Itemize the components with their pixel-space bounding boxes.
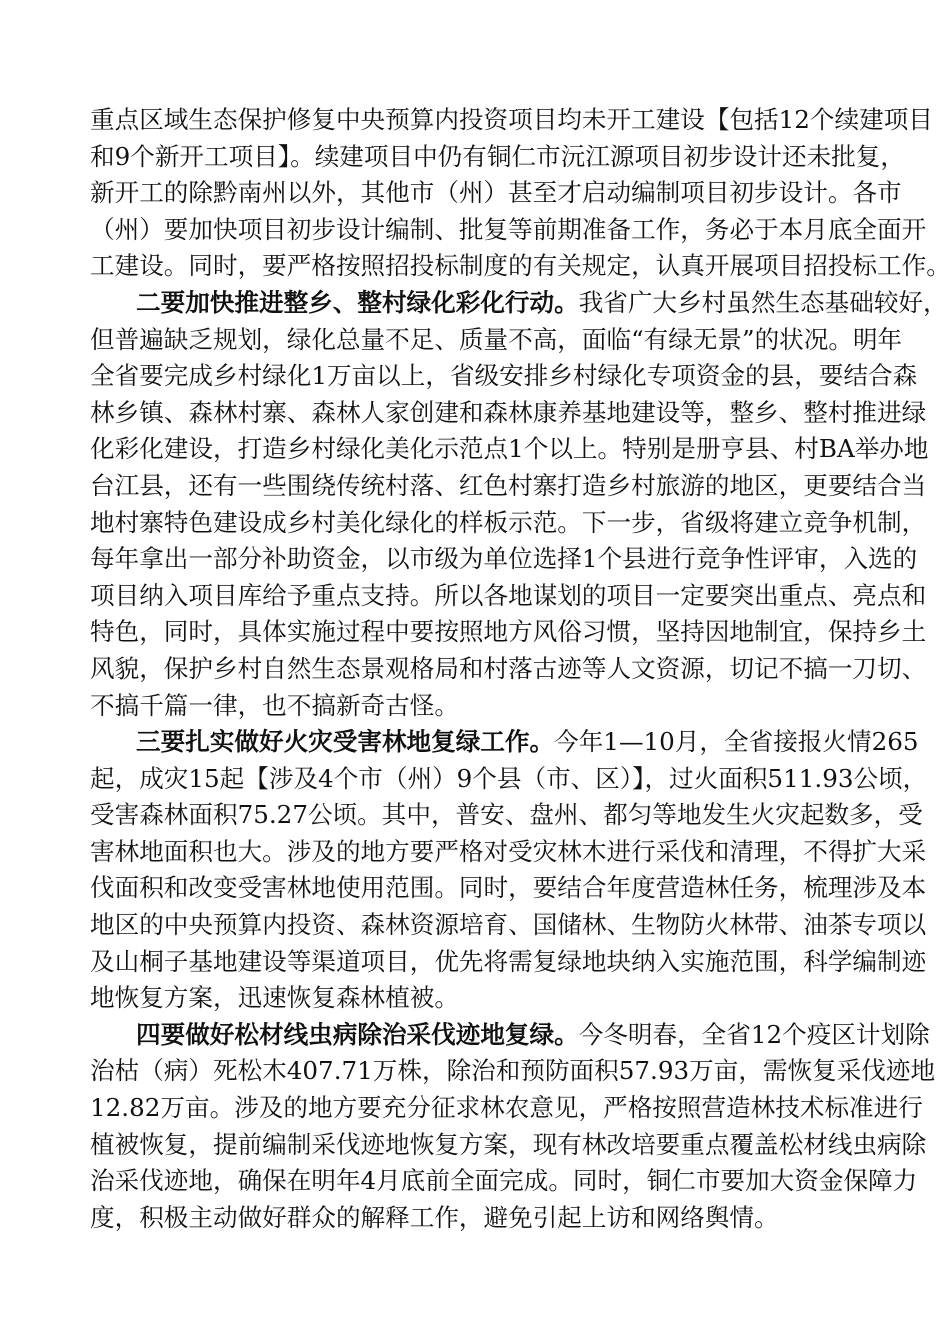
paragraph-3 [90, 724, 928, 1017]
text-line: 和9个新开工项目】。续建项目中仍有铜仁市沅江源项目初步设计还未批复， [90, 141, 905, 171]
text-line: 林乡镇、森林村寨、森林人家创建和森林康养基地建设等，整乡、整村推进绿 [90, 397, 927, 427]
text-line: 台江县，还有一些围绕传统村落、红色村寨打造乡村旅游的地区，更要结合当 [90, 470, 927, 500]
paragraph-4 [90, 1017, 936, 1237]
text-line [90, 285, 948, 322]
text-line: 12.82万亩。涉及的地方要充分征求林农意见，严格按照营造林技术标准进行 [90, 1093, 923, 1123]
text-line: 植被恢复，提前编制采伐迹地恢复方案，现有林改培要重点覆盖松材线虫病除 [90, 1129, 927, 1159]
section-heading: 三要扎实做好火灾受害林地复绿工作。 [136, 727, 555, 757]
paragraph-1 [90, 102, 951, 285]
text-line: 治枯（病）死松木407.71万株，除治和预防面积57.93万亩，需恢复采伐迹地 [90, 1056, 936, 1086]
text-line: （州）要加快项目初步设计编制、批复等前期准备工作，务必于本月底全面开 [90, 214, 927, 244]
text-line [90, 1017, 930, 1054]
text-line: 不搞千篇一律，也不搞新奇古怪。 [90, 690, 459, 720]
text-line: 治采伐迹地，确保在明年4月底前全面完成。同时，铜仁市要加大资金保障力 [90, 1166, 918, 1196]
text-line: 化彩化建设，打造乡村绿化美化示范点1个以上。特别是册亨县、村BA举办地 [90, 434, 929, 464]
text-line [90, 724, 919, 761]
text-line: 地村寨特色建设成乡村美化绿化的样板示范。下一步，省级将建立竞争机制， [90, 507, 927, 537]
section-heading: 四要做好松材线虫病除治采伐迹地复绿。 [136, 1019, 579, 1049]
document-page [90, 102, 951, 1236]
text-line: 及山桐子基地建设等渠道项目，优先将需复绿地块纳入实施范围，科学编制迹 [90, 946, 927, 976]
text-line: 地区的中央预算内投资、森林资源培育、国储林、生物防火林带、油茶专项以 [90, 910, 927, 940]
text-line: 但普遍缺乏规划，绿化总量不足、质量不高，面临“有绿无景”的状况。明年 [90, 324, 903, 354]
text-run: 今冬明春，全省12个疫区计划除 [578, 1019, 930, 1049]
text-line: 风貌，保护乡村自然生态景观格局和村落古迹等人文资源，切记不搞一刀切、 [90, 653, 927, 683]
text-line: 地恢复方案，迅速恢复森林植被。 [90, 983, 459, 1013]
text-line: 受害森林面积75.27公顷。其中，普安、盘州、都匀等地发生火灾起数多，受 [90, 800, 923, 830]
paragraph-2 [90, 285, 948, 724]
section-heading: 二要加快推进整乡、整村绿化彩化行动。 [136, 287, 579, 317]
text-line: 新开工的除黔南州以外，其他市（州）甚至才启动编制项目初步设计。各市 [90, 178, 902, 208]
text-line: 特色，同时，具体实施过程中要按照地方风俗习惯，坚持因地制宜，保持乡土 [90, 617, 927, 647]
text-run: 我省广大乡村虽然生态基础较好， [578, 287, 948, 317]
text-line: 工建设。同时，要严格按照招投标制度的有关规定，认真开展项目招投标工作。 [90, 251, 951, 281]
text-line: 度，积极主动做好群众的解释工作，避免引起上访和网络舆情。 [90, 1202, 779, 1232]
text-line: 重点区域生态保护修复中央预算内投资项目均未开工建设【包括12个续建项目 [90, 105, 933, 134]
text-line: 每年拿出一部分补助资金，以市级为单位选择1个县进行竞争性评审，入选的 [90, 544, 918, 574]
text-line: 害林地面积也大。涉及的地方要严格对受灾林木进行采伐和清理，不得扩大采 [90, 836, 927, 866]
text-line: 项目纳入项目库给予重点支持。所以各地谋划的项目一定要突出重点、亮点和 [90, 580, 927, 610]
text-run: 今年1—10月，全省接报火情265 [554, 727, 919, 757]
text-line: 全省要完成乡村绿化1万亩以上，省级安排乡村绿化专项资金的县，要结合森 [90, 361, 918, 391]
text-line: 起，成灾15起【涉及4个市（州）9个县（市、区）】，过火面积511.93公顷， [90, 763, 928, 793]
text-line: 伐面积和改变受害林地使用范围。同时，要结合年度营造林任务，梳理涉及本 [90, 873, 927, 903]
